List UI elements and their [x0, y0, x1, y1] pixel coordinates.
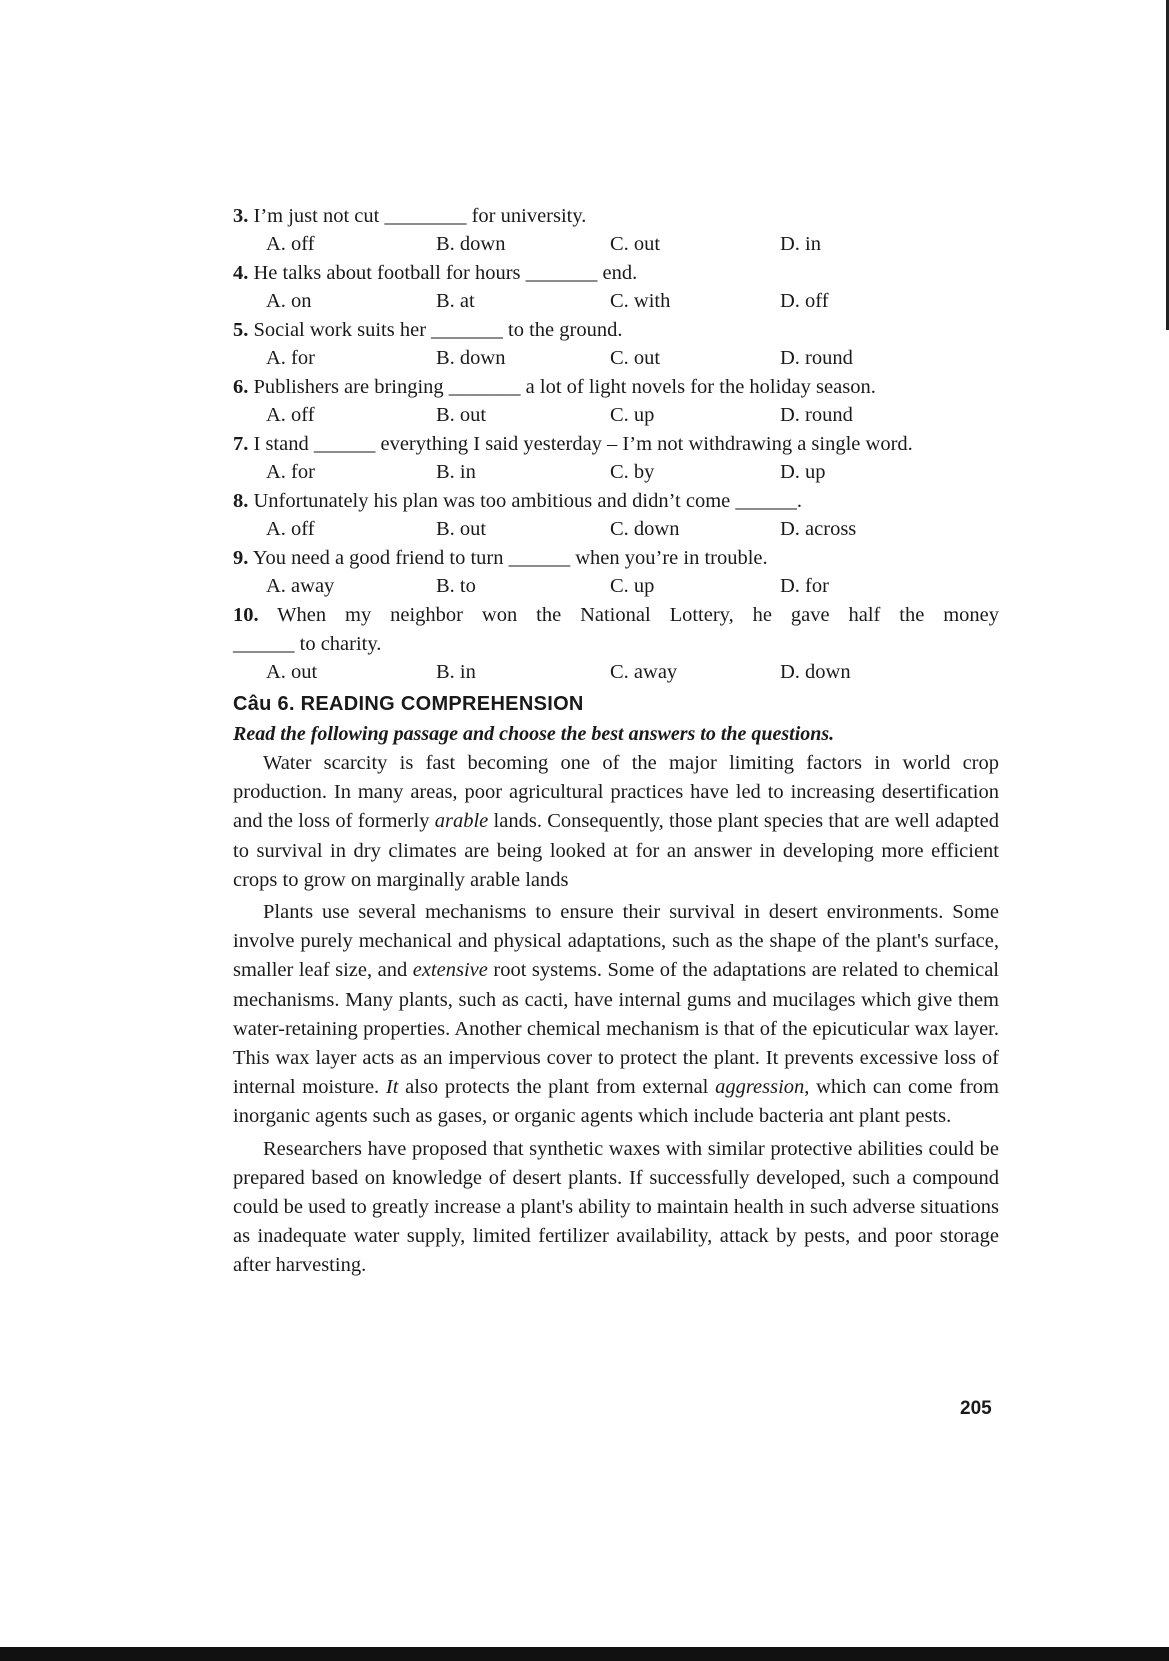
options-row [233, 458, 999, 487]
options-row [233, 658, 999, 687]
answer-blank: ______ [508, 547, 571, 569]
option-c[interactable]: C. down [610, 518, 680, 540]
option-c[interactable]: C. with [610, 290, 671, 312]
question-text-after: for university. [466, 205, 587, 227]
question-text-before: I’m just not cut [253, 205, 385, 227]
options-row [233, 515, 999, 544]
answer-blank: _______ [525, 262, 598, 284]
question-text-before: You need a good friend to turn [252, 547, 509, 569]
text: Researchers have proposed that synthetic waxes with similar protective abilities could be prepared based on knowledge of desert plants. If successfully developed, such a compound could be used to greatly increase a plant's ability to maintain health in such adverse situations as inadequate water supply, limited fertilizer availability, attack by pests, and poor storage after harvesting. [233, 1137, 999, 1277]
question-number: 7. [233, 433, 249, 455]
question-text-before: I stand [253, 433, 314, 455]
option-b[interactable]: B. in [436, 661, 476, 683]
section-title: Câu 6. READING COMPREHENSION [233, 693, 584, 715]
option-d[interactable]: D. across [780, 518, 857, 540]
option-b[interactable]: B. to [436, 575, 476, 597]
options-row [233, 401, 999, 430]
answer-blank: ________ [384, 205, 467, 227]
options-row [233, 230, 999, 259]
option-d[interactable]: D. round [780, 404, 853, 426]
text: , which can come from inorganic agents such as gases, or organic agents which include bacteria ant plant pests. [233, 1076, 999, 1128]
option-c[interactable]: C. out [610, 233, 661, 255]
section-instruction: Read the following passage and choose the best answers to the questions. [233, 723, 835, 745]
question-number: 5. [233, 319, 249, 341]
page-number: 205 [960, 1398, 992, 1419]
option-c[interactable]: C. away [610, 661, 678, 683]
passage-paragraph-3 [233, 1135, 999, 1281]
text: lands. Consequently, those plant species that are well adapted to survival in dry climates are being looked at for an answer in developing more efficient crops to grow on marginally arable lands [233, 810, 999, 891]
italic-word: arable [434, 810, 489, 833]
text: Plants use several mechanisms to ensure their survival in desert environments. Some involve purely mechanical and physical adaptations, such as the shape of the plant's surface, smaller leaf size, and [233, 901, 999, 982]
question-10 [233, 601, 999, 630]
options-row [233, 572, 999, 601]
question-number: 4. [233, 262, 249, 284]
question-number: 6. [233, 376, 249, 398]
question-text-after: everything I said yesterday – I’m not withdrawing a single word. [375, 433, 913, 455]
answer-blank: ______ [233, 633, 295, 655]
option-a[interactable]: A. away [266, 575, 335, 597]
passage-paragraph-2 [233, 898, 999, 1132]
option-d[interactable]: D. up [780, 461, 826, 483]
answer-blank: ______ [735, 490, 797, 512]
option-b[interactable]: B. out [436, 404, 487, 426]
option-b[interactable]: B. in [436, 461, 476, 483]
text: root systems. Some of the adaptations are related to chemical mechanisms. Many plants, such as cacti, have internal gums and mucilages which give them water-retaining properties. Another chemical mechanism is that of the epicuticular wax layer. This wax layer acts as an impervious cover to protect the plant. It prevents excessive loss of internal moisture. [233, 959, 1000, 1099]
question-number: 10. [233, 604, 259, 626]
page-content [233, 202, 999, 1284]
option-b[interactable]: B. out [436, 518, 487, 540]
question-number: 3. [233, 205, 249, 227]
question-6 [233, 373, 999, 401]
question-4 [233, 259, 999, 287]
option-b[interactable]: B. down [436, 347, 506, 369]
question-text-after: . [796, 490, 802, 512]
option-c[interactable]: C. up [610, 404, 655, 426]
option-d[interactable]: D. for [780, 575, 829, 597]
option-b[interactable]: B. at [436, 290, 475, 312]
option-a[interactable]: A. for [266, 461, 315, 483]
scan-edge-bottom [0, 1647, 1169, 1661]
question-5 [233, 316, 999, 344]
option-c[interactable]: C. by [610, 461, 655, 483]
question-text-before: Social work suits her [253, 319, 432, 341]
option-a[interactable]: A. off [266, 233, 315, 255]
question-text-before: He talks about football for hours [253, 262, 526, 284]
options-row [233, 287, 999, 316]
question-text-after: to charity. [294, 633, 382, 655]
question-text-after: a lot of light novels for the holiday season. [520, 376, 876, 398]
question-text: When my neighbor won the National Lottery, he gave half the money [277, 604, 999, 626]
option-d[interactable]: D. round [780, 347, 853, 369]
question-text-before: Unfortunately his plan was too ambitious and didn’t come [253, 490, 736, 512]
question-7 [233, 430, 999, 458]
option-d[interactable]: D. in [780, 233, 821, 255]
question-10-continued [233, 630, 999, 658]
question-text-after: to the ground. [502, 319, 623, 341]
option-d[interactable]: D. off [780, 290, 829, 312]
question-9 [233, 544, 999, 572]
italic-word: aggression [715, 1076, 805, 1099]
question-text-before: Publishers are bringing [253, 376, 449, 398]
option-a[interactable]: A. out [266, 661, 318, 683]
option-c[interactable]: C. out [610, 347, 661, 369]
option-a[interactable]: A. off [266, 404, 315, 426]
answer-blank: _______ [431, 319, 503, 341]
italic-word: It [385, 1076, 399, 1099]
question-8 [233, 487, 999, 515]
question-3 [233, 202, 999, 230]
option-a[interactable]: A. on [266, 290, 312, 312]
option-d[interactable]: D. down [780, 661, 851, 683]
question-text-after: when you’re in trouble. [570, 547, 768, 569]
answer-blank: _______ [448, 376, 521, 398]
question-number: 9. [233, 547, 249, 569]
option-a[interactable]: A. for [266, 347, 315, 369]
question-number: 8. [233, 490, 249, 512]
text: also protects the plant from external [398, 1076, 716, 1099]
answer-blank: ______ [313, 433, 376, 455]
options-row [233, 344, 999, 373]
italic-word: extensive [412, 959, 488, 982]
option-a[interactable]: A. off [266, 518, 315, 540]
passage-paragraph-1 [233, 749, 999, 895]
text: Water scarcity is fast becoming one of the major limiting factors in world crop production. In many areas, poor agricultural practices have led to increasing desertification and the loss of formerly [233, 752, 999, 833]
option-c[interactable]: C. up [610, 575, 655, 597]
option-b[interactable]: B. down [436, 233, 506, 255]
question-text-after: end. [597, 262, 638, 284]
